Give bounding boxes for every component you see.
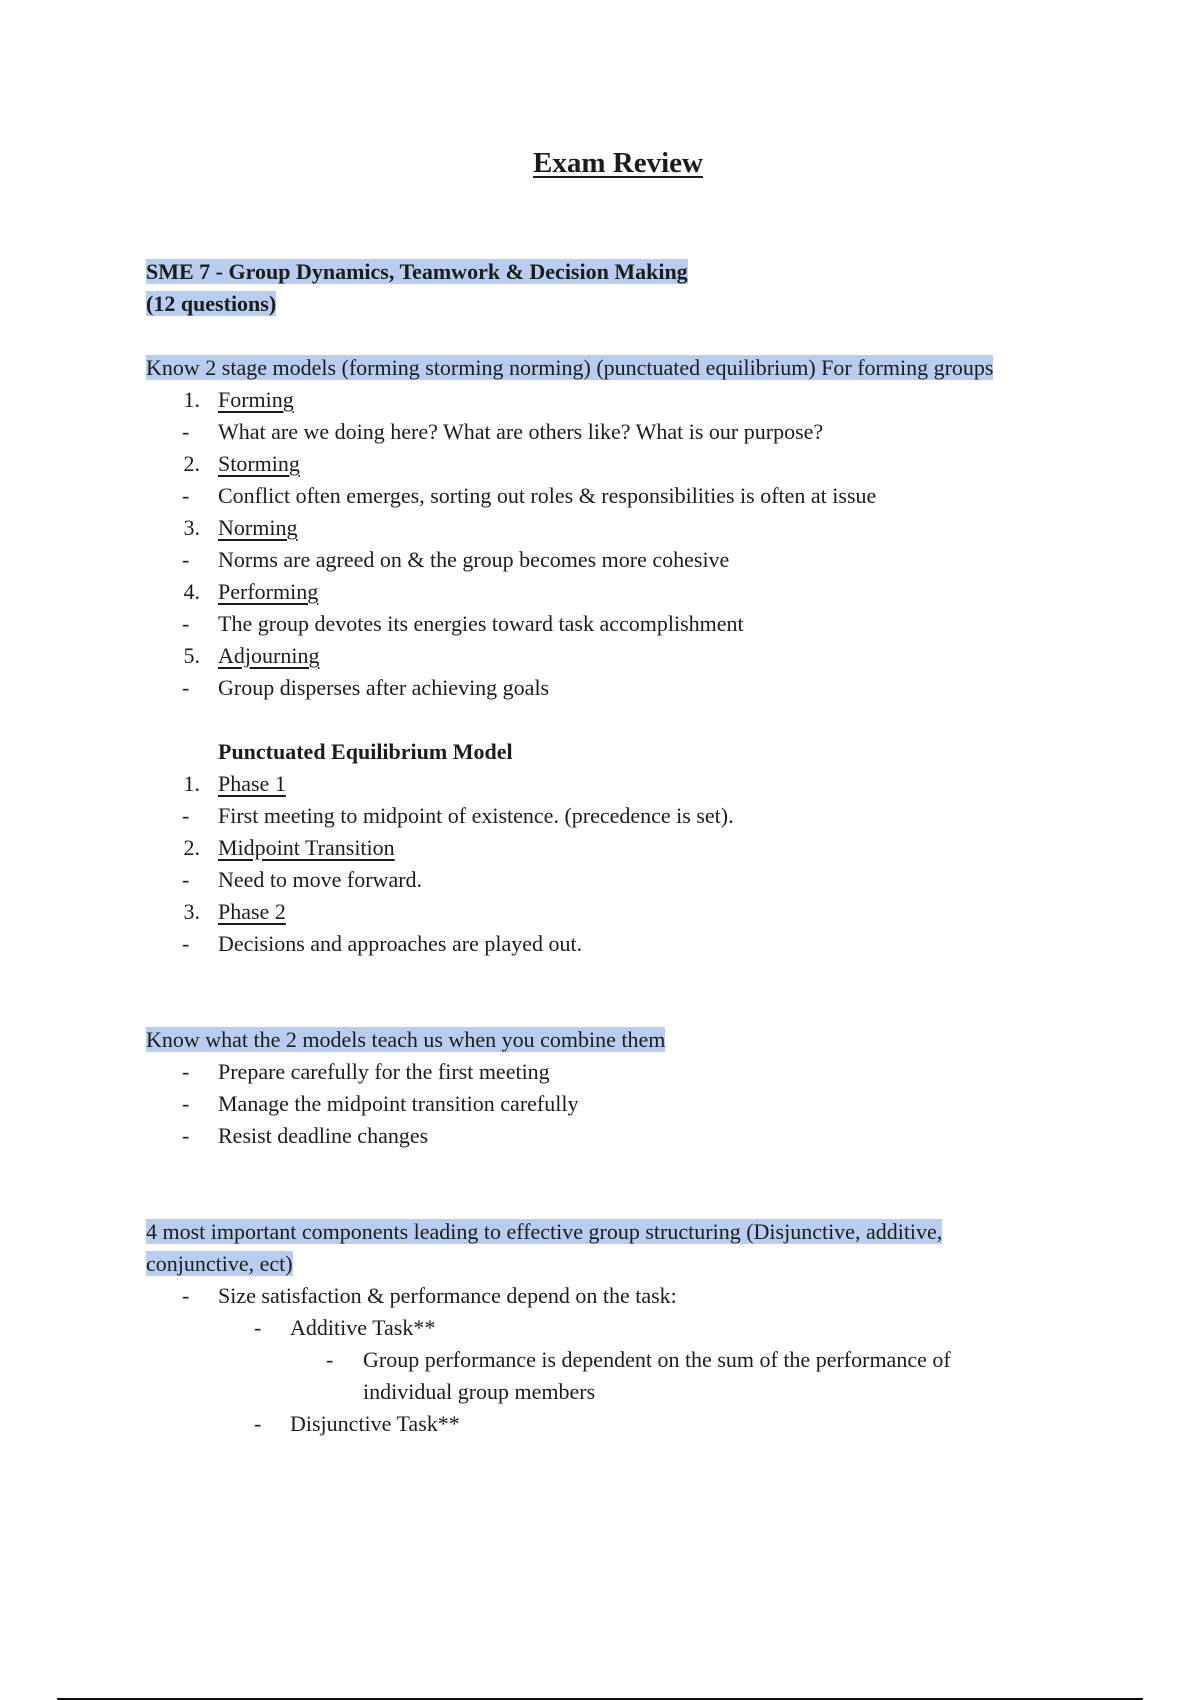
- list-item: Prepare carefully for the first meeting: [218, 1059, 550, 1084]
- page-title: Exam Review: [533, 147, 703, 179]
- stage-number: 4.: [183, 579, 200, 604]
- group-structuring-heading-cont: [146, 1249, 293, 1279]
- group-structuring-heading-text: 4 most important components leading to effective group structuring (Disjunctive, additive,: [146, 1219, 943, 1244]
- bullet-dash: -: [182, 1059, 190, 1084]
- bullet-dash: -: [182, 1091, 190, 1116]
- sub-list-item: Additive Task**: [290, 1315, 436, 1340]
- stage-number: 3.: [183, 515, 200, 540]
- bullet-dash: -: [182, 1123, 190, 1148]
- stage-name: Storming: [218, 451, 300, 476]
- stage-number: 1.: [183, 387, 200, 412]
- stage-description: Group disperses after achieving goals: [218, 675, 550, 700]
- bullet-dash: -: [182, 867, 190, 892]
- bullet-dash: -: [182, 419, 190, 444]
- phase-name: Midpoint Transition: [218, 835, 395, 860]
- bullet-dash: -: [182, 803, 190, 828]
- sub-list-item: Disjunctive Task**: [290, 1411, 460, 1436]
- bullet-dash: -: [182, 483, 190, 508]
- phase-number: 3.: [183, 899, 200, 924]
- phase-number: 2.: [183, 835, 200, 860]
- phase-description: First meeting to midpoint of existence. (precedence is set).: [218, 803, 734, 828]
- list-item: Size satisfaction & performance depend on the task:: [218, 1283, 677, 1308]
- section-heading-sme7-text: SME 7 - Group Dynamics, Teamwork & Decision Making: [146, 259, 688, 284]
- sub-sub-list-item-cont: individual group members: [363, 1379, 596, 1404]
- stage-name: Norming: [218, 515, 298, 540]
- list-item: Manage the midpoint transition carefully: [218, 1091, 579, 1116]
- stage-number: 2.: [183, 451, 200, 476]
- stage-models-heading-text: Know 2 stage models (forming storming norming) (punctuated equilibrium) For forming groups: [146, 355, 994, 380]
- bullet-dash: -: [182, 547, 190, 572]
- bullet-dash: -: [254, 1315, 262, 1340]
- section-heading-sme7: [146, 257, 688, 287]
- bullet-dash: -: [326, 1347, 334, 1372]
- stage-description: Conflict often emerges, sorting out roles & responsibilities is often at issue: [218, 483, 877, 508]
- phase-description: Decisions and approaches are played out.: [218, 931, 583, 956]
- phase-number: 1.: [183, 771, 200, 796]
- bullet-dash: -: [182, 931, 190, 956]
- combine-models-heading: [146, 1025, 665, 1055]
- group-structuring-heading: [146, 1217, 942, 1247]
- section-heading-questions: [146, 289, 276, 319]
- section-heading-questions-text: (12 questions): [146, 291, 277, 316]
- list-item: Resist deadline changes: [218, 1123, 429, 1148]
- bullet-dash: -: [254, 1411, 262, 1436]
- stage-models-heading: [146, 353, 993, 383]
- sub-sub-list-item: Group performance is dependent on the sum of the performance of: [363, 1347, 951, 1372]
- bullet-dash: -: [182, 1283, 190, 1308]
- bullet-dash: -: [182, 611, 190, 636]
- stage-description: What are we doing here? What are others like? What is our purpose?: [218, 419, 824, 444]
- group-structuring-heading-cont-text: conjunctive, ect): [146, 1251, 293, 1276]
- stage-number: 5.: [183, 643, 200, 668]
- combine-models-heading-text: Know what the 2 models teach us when you combine them: [146, 1027, 666, 1052]
- phase-description: Need to move forward.: [218, 867, 423, 892]
- stage-description: The group devotes its energies toward task accomplishment: [218, 611, 744, 636]
- punctuated-equilibrium-heading: Punctuated Equilibrium Model: [218, 739, 513, 764]
- stage-name: Performing: [218, 579, 319, 604]
- phase-name: Phase 1: [218, 771, 286, 796]
- stage-description: Norms are agreed on & the group becomes more cohesive: [218, 547, 730, 572]
- phase-name: Phase 2: [218, 899, 286, 924]
- bullet-dash: -: [182, 675, 190, 700]
- stage-name: Forming: [218, 387, 294, 412]
- stage-name: Adjourning: [218, 643, 320, 668]
